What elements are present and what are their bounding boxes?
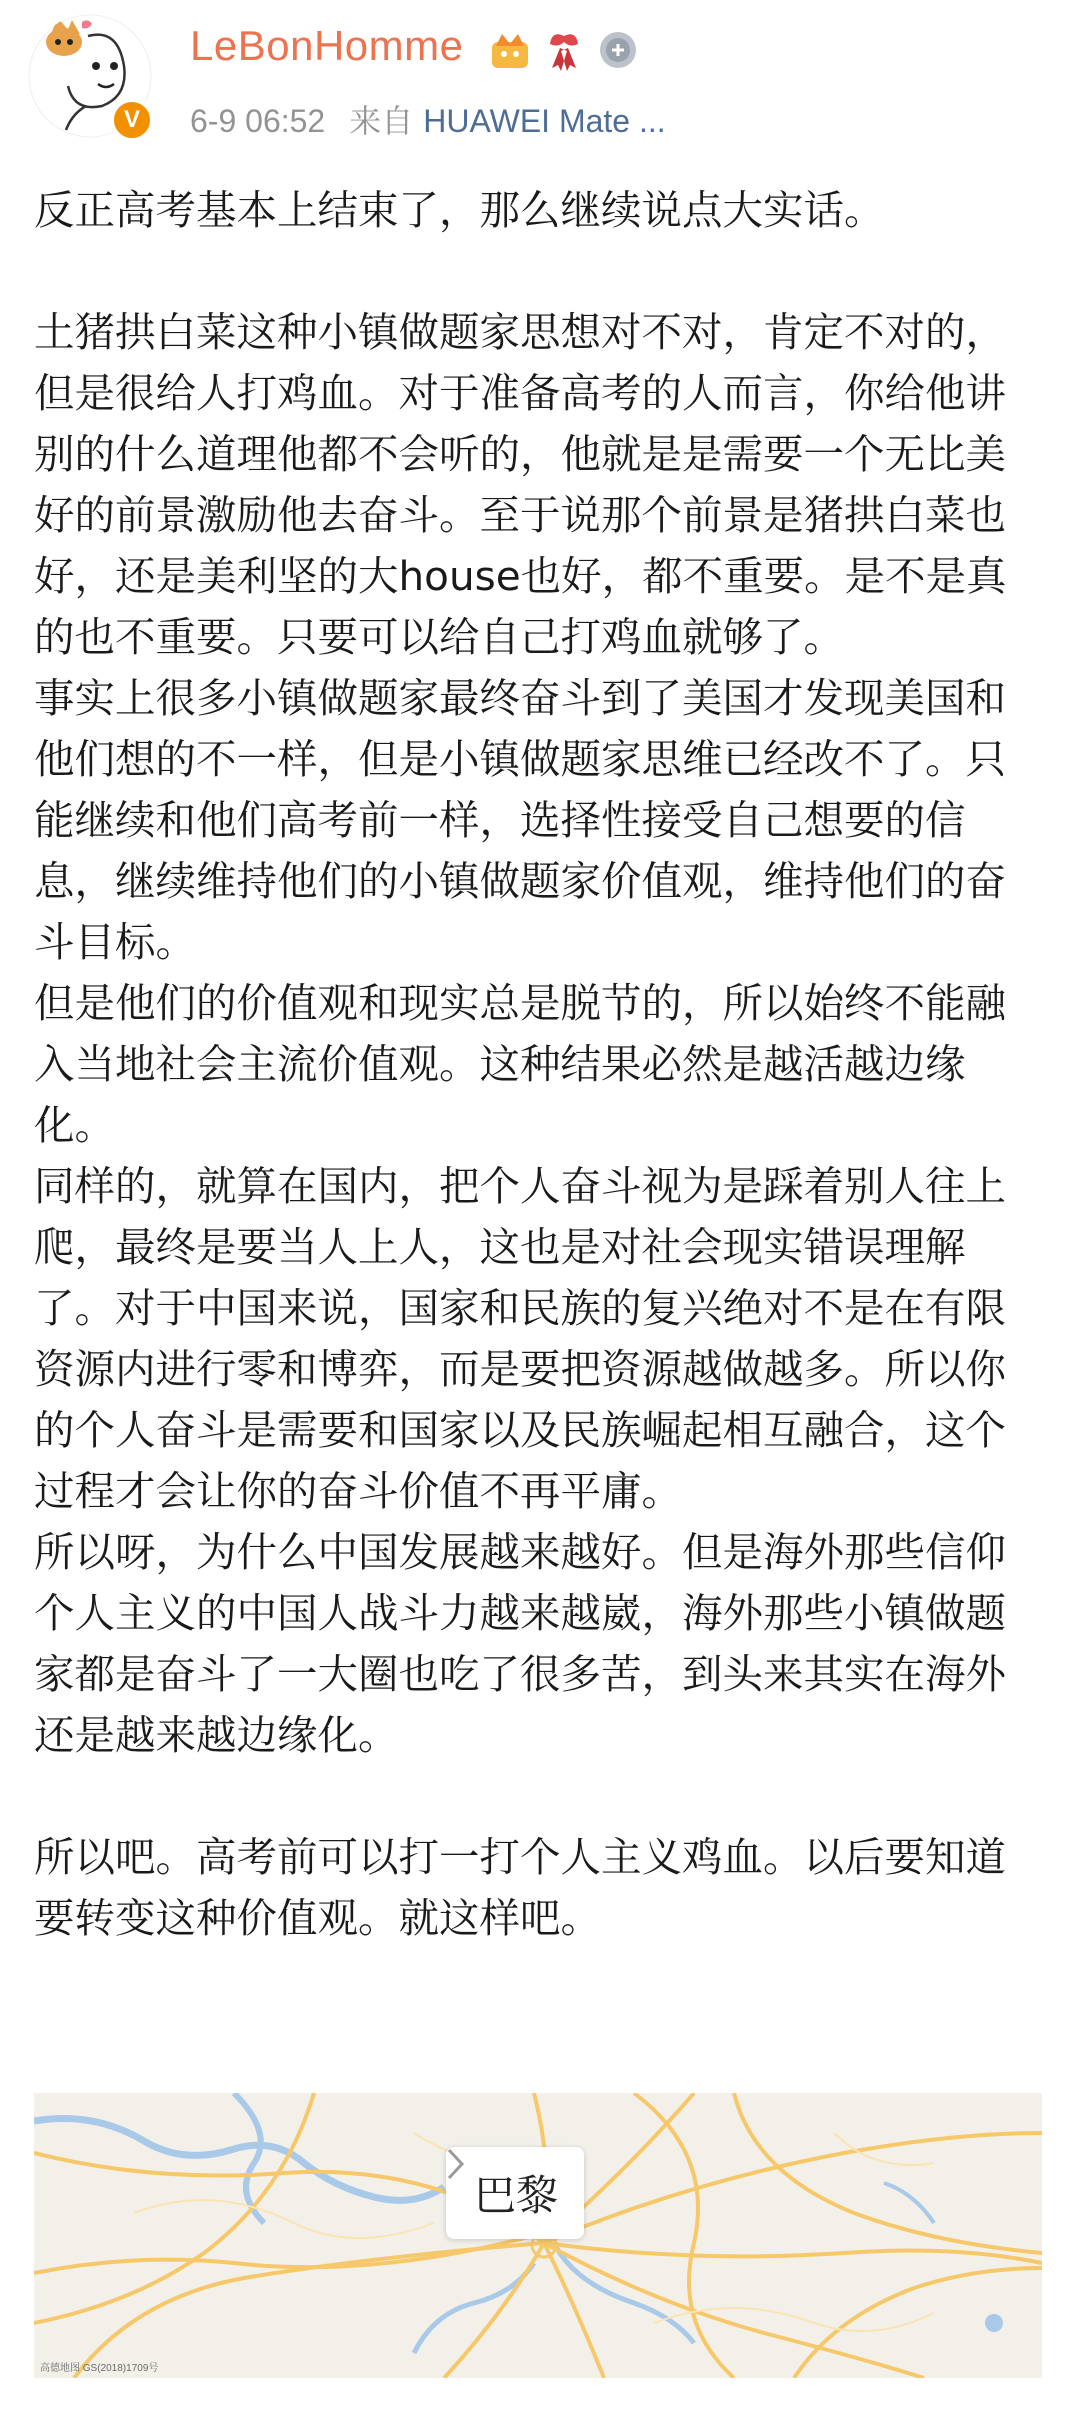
location-map-card[interactable] (34, 2093, 1042, 2378)
map-credit: 高德地图 GS(2018)1709号 (40, 2363, 159, 2374)
post-time: 6-9 06:52 (190, 103, 326, 139)
medal-icon[interactable] (596, 28, 640, 72)
post-body: 反正高考基本上结束了，那么继续说点大实话。 土猪拱白菜这种小镇做题家思想对不对，肯定不对的，但是很给人打鸡血。对于准备高考的人而言，你给他讲别的什么道理他都不会听的，他就是是需要一个无比美好的前景激励他去奋斗。至于说那个前景是猪拱白菜也好，还是美利坚的大house也好，都不重要。是不是真的也不重要。只要可以给自己打鸡血就够了。 事实上很多小镇做题家最终奋斗到了美国才发现美国和他们想的不一样，但是小镇做题家思维已经改不了。只能继续和他们高考前一样，选择性接受自己想要的信息，继续维持他们的小镇做题家价值观，维持他们的奋斗目标。 但是他们的价值观和现实总是脱节的，所以始终不能融入当地社会主流价值观。这种结果必然是越活越边缘化。 同样的，就算在国内，把个人奋斗视为是踩着别人往上爬，最终是要当人上人，这也是对社会现实错误理解了。对于中国来说，国家和民族的复兴绝对不是在有限资源内进行零和博弈，而是要把资源越做越多。所以你的个人奋斗是需要和国家以及民族崛起相互融合，这个过程才会让你的奋斗价值不再平庸。 所以呀，为什么中国发展越来越好。但是海外那些信仰个人主义的中国人战斗力越来越崴，海外那些小镇做题家都是奋斗了一大圈也吃了很多苦，到头来其实在海外还是越来越边缘化。 所以吧。高考前可以打一打个人主义鸡血。以后要知道要转变这种价值观。就这样吧。 (34, 186, 1007, 1942)
username[interactable]: LeBonHomme (190, 22, 464, 69)
post-meta (190, 96, 666, 142)
location-name: 巴黎 (474, 2171, 559, 2220)
chevron-right-icon (446, 2147, 466, 2181)
verified-badge: V (110, 98, 154, 142)
ribbon-icon[interactable] (542, 28, 586, 72)
device-link[interactable]: HUAWEI Mate ... (423, 103, 666, 139)
post-header (0, 0, 1078, 160)
source-label: 来自 (349, 103, 414, 139)
location-label-button[interactable] (446, 2147, 584, 2239)
user-badges (488, 26, 640, 74)
crown-icon[interactable] (488, 28, 532, 72)
avatar[interactable] (28, 14, 158, 144)
